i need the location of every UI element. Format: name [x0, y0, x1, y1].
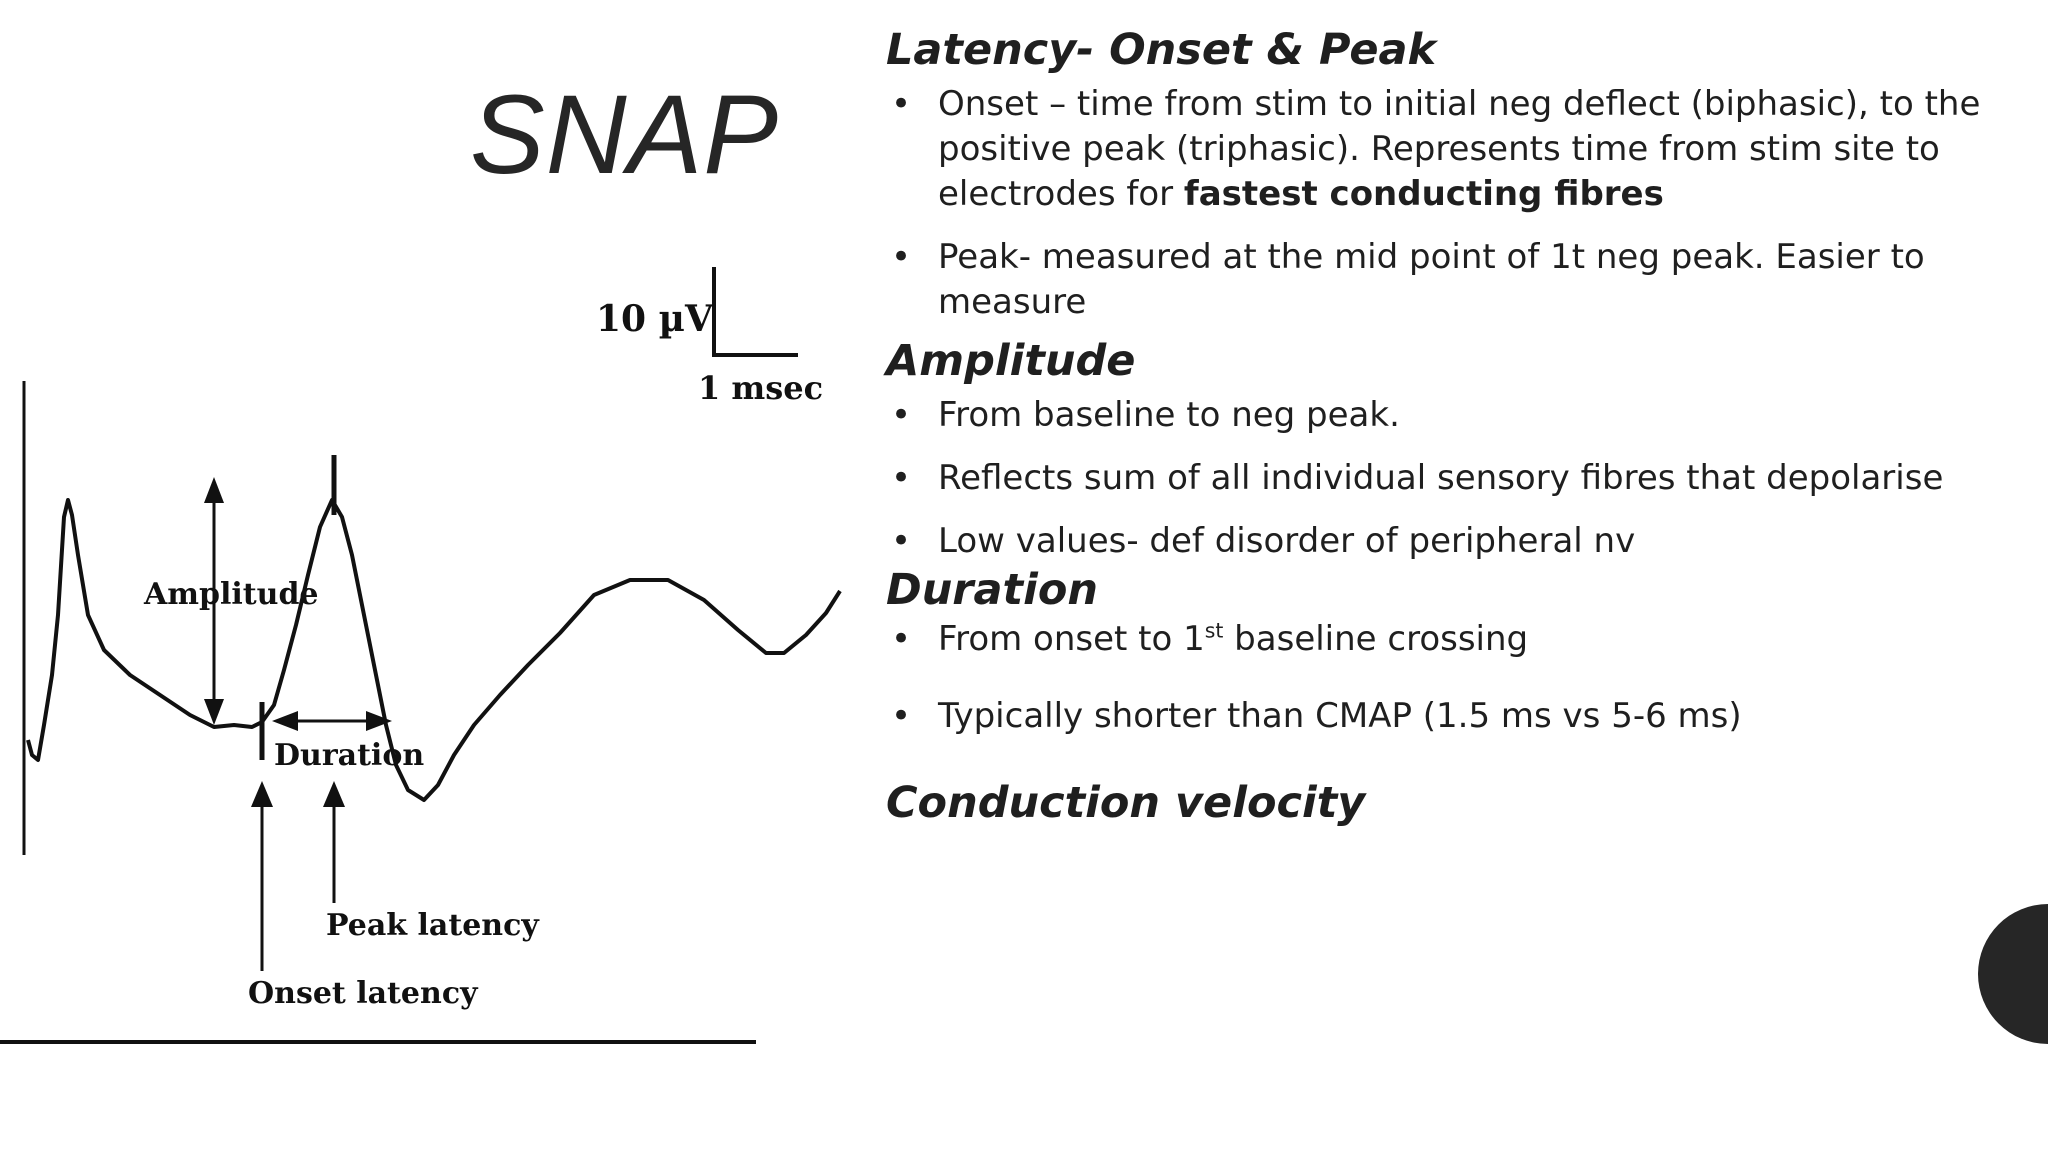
heading-duration: Duration: [886, 564, 1098, 615]
heading-latency: Latency- Onset & Peak: [886, 25, 1437, 75]
bullet-dot: •: [890, 457, 912, 498]
bottom-rule: [0, 1040, 756, 1044]
slide-title: SNAP: [470, 72, 779, 197]
amplitude-bullet-3: [886, 519, 2006, 564]
amplitude-b2-text: Reflects sum of all individual sensory fibres that depolarise: [938, 457, 1944, 498]
duration-bullets: [886, 617, 2006, 739]
duration-b2-text: Typically shorter than CMAP (1.5 ms vs 5-6 ms): [938, 696, 1742, 737]
duration-bullet-2: [886, 694, 2006, 739]
amplitude-bullets: [886, 393, 2006, 564]
amplitude-arrow-head-up: [204, 477, 224, 503]
heading-conduction-velocity: Conduction velocity: [886, 778, 1366, 829]
scale-bar: [714, 267, 798, 355]
peak-latency-label: Peak latency: [326, 908, 539, 943]
onset-latency-label: Onset latency: [248, 976, 478, 1011]
content-panel: [886, 24, 2006, 831]
bullet-dot: •: [890, 520, 912, 561]
latency-bullet-peak: [886, 235, 2006, 325]
scale-voltage-label: 10 µV: [596, 298, 713, 340]
duration-b1-sup: st: [1204, 618, 1224, 643]
peak-latency-arrow-head: [323, 781, 345, 807]
amplitude-arrow-head-down: [204, 699, 224, 725]
latency-onset-text: Onset – time from stim to initial neg deflect (biphasic), to the positive peak (triphasic). Represents time from stim site to electrodes for: [938, 83, 1981, 214]
scale-time-label: 1 msec: [698, 369, 824, 407]
bullet-dot: •: [890, 83, 912, 124]
bullet-dot: •: [890, 619, 912, 660]
snap-waveform-trace: [28, 500, 840, 800]
onset-latency-arrow-head: [251, 781, 273, 807]
decorative-corner-circle: [1978, 904, 2048, 1044]
amplitude-b3-text: Low values- def disorder of peripheral nv: [938, 520, 1636, 561]
latency-onset-bold: fastest conducting fibres: [1183, 173, 1664, 214]
bullet-dot: •: [890, 394, 912, 435]
duration-label: Duration: [274, 738, 425, 773]
amplitude-bullet-1: [886, 393, 2006, 438]
duration-b1-post: baseline crossing: [1223, 619, 1529, 660]
bullet-dot: •: [890, 696, 912, 737]
amplitude-bullet-2: [886, 456, 2006, 501]
duration-bullet-1: [886, 617, 2006, 662]
duration-b1-pre: From onset to 1: [938, 619, 1205, 660]
amplitude-label: Amplitude: [144, 577, 319, 612]
latency-bullet-onset: [886, 82, 2006, 217]
snap-waveform-figure: [0, 255, 860, 1055]
latency-bullets: [886, 82, 2006, 325]
heading-amplitude: Amplitude: [886, 335, 1136, 386]
duration-arrow-head-left: [272, 711, 298, 731]
amplitude-b1-text: From baseline to neg peak.: [938, 394, 1400, 435]
bullet-dot: •: [890, 236, 912, 277]
latency-peak-text: Peak- measured at the mid point of 1t neg peak. Easier to measure: [938, 236, 1925, 322]
